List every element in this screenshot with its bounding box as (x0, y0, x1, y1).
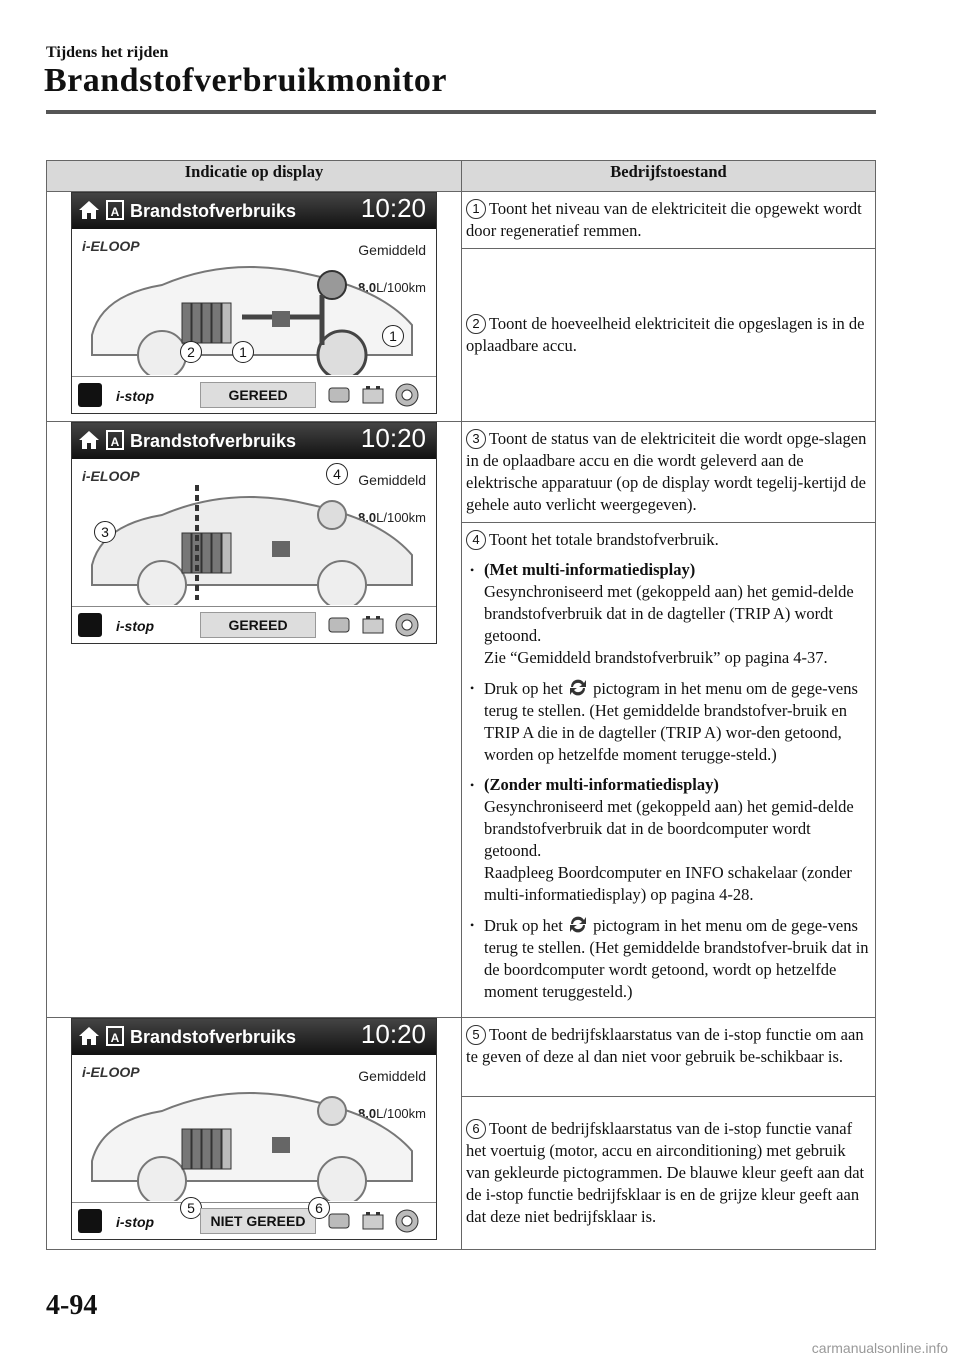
page-number: 4-94 (46, 1290, 98, 1321)
screen-time: 10:20 (360, 1019, 426, 1049)
watermark: carmanualsonline.info (811, 1340, 948, 1356)
istop-menu-icon (78, 613, 102, 637)
auto-icon (106, 430, 124, 450)
screen-title: Brandstofverbruiks (130, 431, 297, 451)
engine-icon (326, 1208, 352, 1234)
average-label: Gemiddeld (358, 1068, 426, 1084)
number-badge: 1 (466, 199, 486, 219)
engine-icon (326, 382, 352, 408)
istop-label: i-stop (116, 618, 155, 634)
average-label: Gemiddeld (358, 472, 426, 488)
eloop-label: i-ELOOP (82, 468, 140, 484)
bullet-item: • Druk op het pictogram in het menu om de gege-vens terug te stellen. (Het gemiddelde brandstofver-bruik dat in de boordcomputer wordt getoond, wordt op hetzelfde moment teruggesteld.) (466, 914, 869, 1003)
display-image-2 (47, 422, 462, 1018)
state-3: 3 Toont de status van de elektriciteit die wordt opge-slagen in de oplaadbare accu en die wordt geleverd aan de elektrische apparatuur (op de display wordt tegelij-kertijd de gehele auto verlicht weergegeven). (462, 422, 876, 523)
screen-2 (71, 422, 437, 644)
state-6: 6 Toont de bedrijfsklaarstatus van de i-stop functie vanaf het voertuig (motor, accu en airconditioning) met gebruik van gekleurde pictogrammen. De blauwe kleur geeft aan dat de i-stop functie bedrijfsklaar is en de grijze kleur geeft aan dat deze niet bedrijfsklaar is. (462, 1097, 876, 1250)
home-icon (78, 200, 100, 220)
display-image-1 (47, 192, 462, 422)
aircon-icon (394, 382, 420, 408)
battery-icon (360, 382, 386, 408)
home-icon (78, 430, 100, 450)
callout-4: 4 (326, 463, 348, 485)
consumption-value: 8.0L/100km (358, 510, 426, 525)
screen-1 (71, 192, 437, 414)
svg-text:A: A (110, 205, 120, 219)
state-2: 2 Toont de hoeveelheid elektriciteit die opgeslagen is in de oplaadbare accu. (462, 249, 876, 422)
battery-icon (360, 1208, 386, 1234)
number-badge: 4 (466, 530, 486, 550)
section-label: Tijdens het rijden (46, 44, 169, 61)
consumption-value: 8.0L/100km (358, 1106, 426, 1121)
title-rule (46, 110, 876, 114)
car-illustration (82, 485, 426, 605)
display-image-3 (47, 1018, 462, 1250)
callout-3: 3 (94, 521, 116, 543)
istop-menu-icon (78, 383, 102, 407)
screen-3 (71, 1018, 437, 1240)
callout-2: 2 (180, 341, 202, 363)
svg-text:A: A (110, 435, 120, 449)
car-illustration (82, 255, 426, 375)
number-badge: 6 (466, 1119, 486, 1139)
header-state: Bedrijfstoestand (462, 161, 876, 192)
aircon-icon (394, 1208, 420, 1234)
callout-1b: 1 (382, 325, 404, 347)
header-display: Indicatie op display (47, 161, 462, 192)
home-icon (78, 1026, 100, 1046)
bullet-item: • (Met multi-informatiedisplay) Gesynchroniseerd met (gekoppeld aan) het gemid-delde brandstofverbruik dat in de dagteller (TRIP A) wordt getoond. Zie “Gemiddeld brandstofverbruik” op pagina 4-37. (466, 559, 869, 669)
battery-icon (360, 612, 386, 638)
screen-title: Brandstofverbruiks (130, 201, 297, 221)
auto-icon (106, 200, 124, 220)
refresh-icon (567, 914, 589, 934)
page-title: Brandstofverbruikmonitor (44, 62, 447, 99)
eloop-label: i-ELOOP (82, 238, 140, 254)
info-table (46, 160, 876, 1250)
state-4: 4 Toont het totale brandstofverbruik. • (Met multi-informatiedisplay) Gesynchroniseerd met (gekoppeld aan) het gemid-delde brandstofverbruik dat in de dagteller (TRIP A) wordt getoond. Zie “Gemiddeld brandstofverbruik” op pagina 4-37. • Druk op het pictogram in het menu om de gege-vens terug te stellen. (Het gemiddelde brandstofver-bruik en TRIP A die in de dagteller (TRIP A) wor-den getoond, worden op hetzelfde moment terugge-steld.) • (Zonder multi-informatiedisplay) Gesynchroniseerd met (gekoppeld aan) het gemid-delde brandstofverbruik dat in de boordcomputer wordt getoond. Raadpleeg Boordcomputer en INFO schakelaar (zonder multi-informatiedisplay) op pagina 4-28. • Druk op het pictogram in het menu om de gege-vens terug te stellen. (Het gemiddelde brandstofver-bruik dat in de boordcomputer wordt getoond, wordt op hetzelfde moment teruggesteld.) (462, 523, 876, 1018)
callout-6: 6 (308, 1197, 330, 1219)
average-label: Gemiddeld (358, 242, 426, 258)
eloop-label: i-ELOOP (82, 1064, 140, 1080)
istop-label: i-stop (116, 388, 155, 404)
bullet-item: • (Zonder multi-informatiedisplay) Gesynchroniseerd met (gekoppeld aan) het gemid-delde brandstofverbruik dat in de boordcomputer wordt getoond. Raadpleeg Boordcomputer en INFO schakelaar (zonder multi-informatiedisplay) op pagina 4-28. (466, 774, 869, 906)
state-5: 5 Toont de bedrijfsklaarstatus van de i-stop functie om aan te geven of deze al dan niet voor gebruik be-schikbaar is. (462, 1018, 876, 1097)
engine-icon (326, 612, 352, 638)
ready-status: GEREED (200, 382, 316, 408)
svg-text:A: A (110, 1031, 120, 1045)
aircon-icon (394, 612, 420, 638)
number-badge: 3 (466, 429, 486, 449)
state-1: 1 Toont het niveau van de elektriciteit die opgewekt wordt door regeneratief remmen. (462, 192, 876, 249)
car-illustration (82, 1081, 426, 1201)
screen-time: 10:20 (360, 423, 426, 453)
callout-5: 5 (180, 1197, 202, 1219)
callout-1: 1 (232, 341, 254, 363)
consumption-value: 8.0L/100km (358, 280, 426, 295)
istop-label: i-stop (116, 1214, 155, 1230)
number-badge: 5 (466, 1025, 486, 1045)
bullet-list (466, 559, 869, 1003)
screen-time: 10:20 (360, 193, 426, 223)
bullet-item: • Druk op het pictogram in het menu om de gege-vens terug te stellen. (Het gemiddelde brandstofver-bruik en TRIP A die in de dagteller (TRIP A) wor-den getoond, worden op hetzelfde moment terugge-steld.) (466, 677, 869, 766)
not-ready-status: NIET GEREED (200, 1208, 316, 1234)
istop-menu-icon (78, 1209, 102, 1233)
refresh-icon (567, 677, 589, 697)
screen-title: Brandstofverbruiks (130, 1027, 297, 1047)
number-badge: 2 (466, 314, 486, 334)
auto-icon (106, 1026, 124, 1046)
ready-status: GEREED (200, 612, 316, 638)
